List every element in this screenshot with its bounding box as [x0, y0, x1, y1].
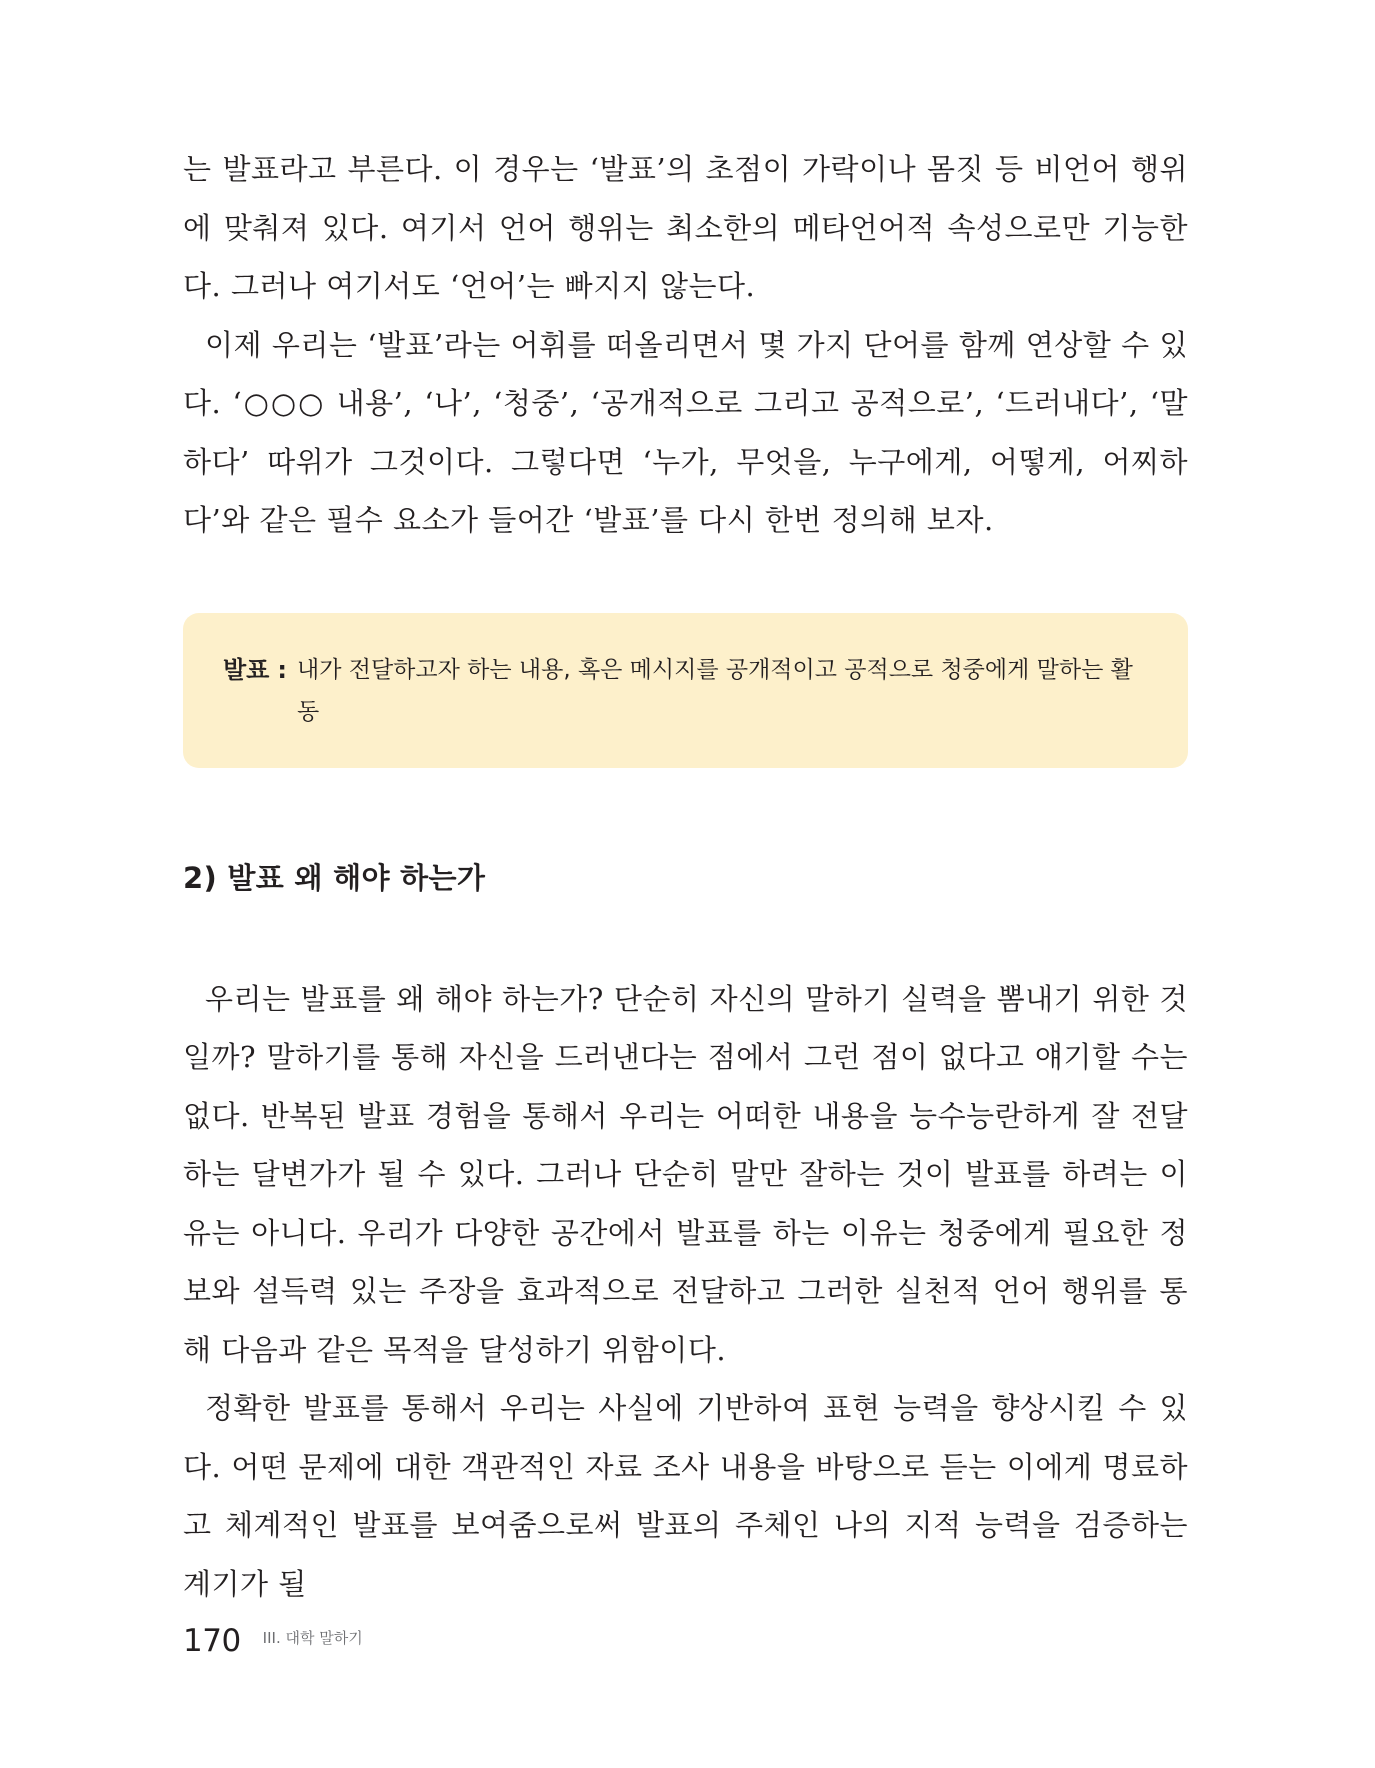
definition-box: [183, 613, 1188, 768]
body-section-1: [183, 140, 1188, 550]
chapter-label: III. 대학 말하기: [262, 1629, 363, 1647]
body-paragraph: 우리는 발표를 왜 해야 하는가? 단순히 자신의 말하기 실력을 뽐내기 위한 것일까? 말하기를 통해 자신을 드러낸다는 점에서 그런 점이 없다고 얘기할 수는 없다. 반복된 발표 경험을 통해서 우리는 어떠한 내용을 능수능란하게 잘 전달하는 달변가가 될 수 있다. 그러나 단순히 말만 잘하는 것이 발표를 하려는 이유는 아니다. 우리가 다양한 공간에서 발표를 하는 이유는 청중에게 필요한 정보와 설득력 있는 주장을 효과적으로 전달하고 그러한 실천적 언어 행위를 통해 다음과 같은 목적을 달성하기 위함이다.: [183, 981, 1188, 1367]
definition-term: 발표: [223, 655, 270, 684]
page-content: [183, 140, 1188, 1613]
page-footer: [183, 1623, 363, 1659]
body-paragraph: 이제 우리는 ‘발표’라는 어휘를 떠올리면서 몇 가지 단어를 함께 연상할 수 있다. ‘○○○ 내용’, ‘나’, ‘청중’, ‘공개적으로 그리고 공적으로’, ‘드러내다’, ‘말하다’ 따위가 그것이다. 그렇다면 ‘누가, 무엇을, 누구에게, 어떻게, 어찌하다’와 같은 필수 요소가 들어간 ‘발표’를 다시 한번 정의해 보자.: [183, 327, 1188, 537]
definition-text: 내가 전달하고자 하는 내용, 혹은 메시지를 공개적이고 공적으로 청중에게 말하는 활동: [296, 656, 1133, 725]
body-paragraph: 정확한 발표를 통해서 우리는 사실에 기반하여 표현 능력을 향상시킬 수 있다. 어떤 문제에 대한 객관적인 자료 조사 내용을 바탕으로 듣는 이에게 명료하고 체계적인 발표를 보여줌으로써 발표의 주체인 나의 지적 능력을 검증하는 계기가 될: [183, 1391, 1188, 1601]
page-number: 170: [183, 1623, 241, 1659]
body-section-2: [183, 970, 1188, 1614]
section-heading: 2) 발표 왜 해야 하는가: [183, 860, 486, 895]
definition-colon: :: [277, 655, 287, 684]
body-paragraph: 는 발표라고 부른다. 이 경우는 ‘발표’의 초점이 가락이나 몸짓 등 비언어 행위에 맞춰져 있다. 여기서 언어 행위는 최소한의 메타언어적 속성으로만 기능한다. 그러나 여기서도 ‘언어’는 빠지지 않는다.: [183, 152, 1188, 303]
